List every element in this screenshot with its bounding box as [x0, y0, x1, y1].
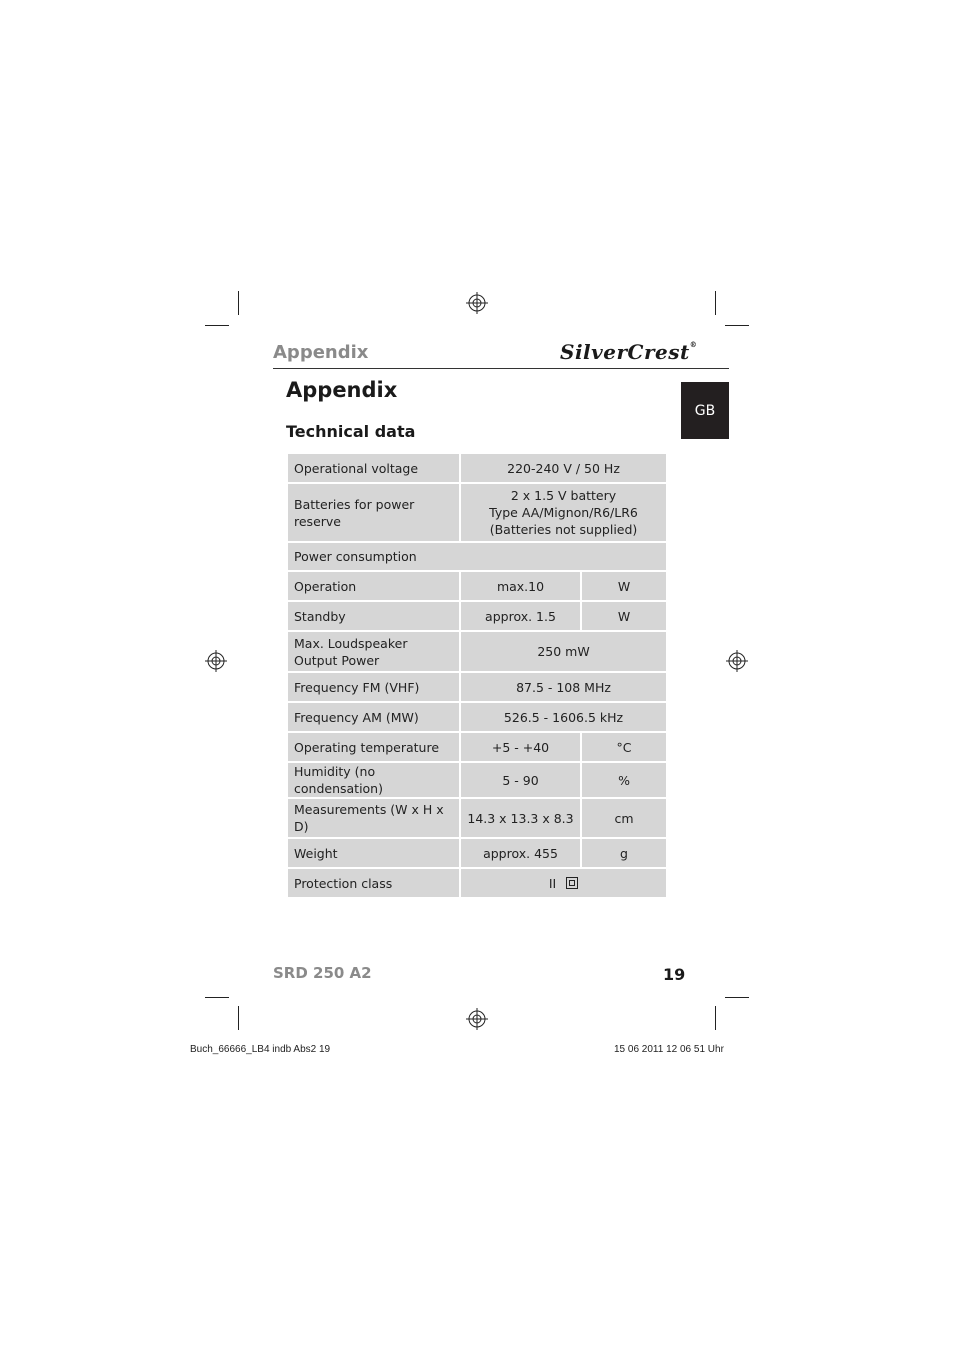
row-value: 250 mW [460, 631, 667, 672]
crop-mark [238, 291, 239, 315]
row-value [460, 483, 667, 542]
row-value: 14.3 x 13.3 x 8.3 [460, 798, 581, 838]
row-value: 87.5 - 108 MHz [460, 672, 667, 702]
protection-class-ii-icon [566, 877, 578, 889]
print-slug-left: Buch_66666_LB4 indb Abs2 19 [190, 1044, 331, 1055]
row-value-line: Type AA/Mignon/R6/LR6 [489, 505, 638, 520]
table-row [287, 868, 667, 898]
row-label: Operation [287, 571, 460, 601]
table-row [287, 798, 667, 838]
row-value-line: (Batteries not supplied) [489, 522, 638, 537]
language-tab-label: GB [694, 402, 716, 419]
row-unit: cm [581, 798, 667, 838]
print-slug-right: 15 06 2011 12 06 51 Uhr [614, 1044, 724, 1055]
row-unit: W [581, 571, 667, 601]
row-label: Power consumption [287, 542, 667, 571]
row-value: max.10 [460, 571, 581, 601]
table-row [287, 732, 667, 762]
row-label: Protection class [287, 868, 460, 898]
row-label: Operational voltage [287, 453, 460, 483]
table-row [287, 672, 667, 702]
table-row [287, 453, 667, 483]
row-label: Humidity (no condensation) [287, 762, 460, 798]
row-label: Frequency FM (VHF) [287, 672, 460, 702]
table-row [287, 762, 667, 798]
row-unit: °C [581, 732, 667, 762]
registration-mark-icon [205, 650, 227, 672]
crop-mark [205, 997, 229, 998]
page-number: 19 [663, 965, 686, 984]
row-label: Measurements (W x H x D) [287, 798, 460, 838]
row-value: +5 - +40 [460, 732, 581, 762]
row-label-line: Output Power [294, 652, 380, 668]
table-row [287, 601, 667, 631]
table-row [287, 542, 667, 571]
section-title: Technical data [286, 422, 416, 441]
row-value: 220-240 V / 50 Hz [460, 453, 667, 483]
registered-mark: ® [689, 340, 698, 349]
table-row [287, 571, 667, 601]
table-row [287, 483, 667, 542]
row-unit: % [581, 762, 667, 798]
crop-mark [238, 1006, 239, 1030]
row-value [460, 868, 667, 898]
row-unit: g [581, 838, 667, 868]
row-value: 5 - 90 [460, 762, 581, 798]
language-tab [681, 382, 729, 439]
row-label [287, 631, 460, 672]
crop-mark [205, 325, 229, 326]
row-value: approx. 1.5 [460, 601, 581, 631]
brand-logo-part1: Silver [560, 340, 628, 364]
crop-mark [725, 325, 749, 326]
table-row [287, 631, 667, 672]
row-label: Batteries for power reserve [287, 483, 460, 542]
model-number: SRD 250 A2 [273, 964, 372, 982]
row-value-line: 2 x 1.5 V battery [510, 488, 617, 503]
crop-mark [725, 997, 749, 998]
row-label: Weight [287, 838, 460, 868]
registration-mark-icon [466, 1008, 488, 1030]
header-rule [273, 368, 729, 369]
page-title: Appendix [286, 378, 398, 402]
protection-class-value [549, 875, 578, 892]
row-unit: W [581, 601, 667, 631]
row-label: Standby [287, 601, 460, 631]
crop-mark [715, 1006, 716, 1030]
row-label: Frequency AM (MW) [287, 702, 460, 732]
technical-data-table [286, 452, 668, 899]
row-value: approx. 455 [460, 838, 581, 868]
registration-mark-icon [726, 650, 748, 672]
registration-mark-icon [466, 292, 488, 314]
brand-logo-part2: Crest [627, 340, 690, 364]
protection-class-text: II [548, 875, 557, 891]
table-row [287, 702, 667, 732]
brand-logo [560, 340, 697, 364]
row-value: 526.5 - 1606.5 kHz [460, 702, 667, 732]
row-label-line: Max. Loudspeaker [294, 635, 408, 651]
row-label: Operating temperature [287, 732, 460, 762]
crop-mark [715, 291, 716, 315]
table-row [287, 838, 667, 868]
running-head: Appendix [273, 342, 369, 363]
